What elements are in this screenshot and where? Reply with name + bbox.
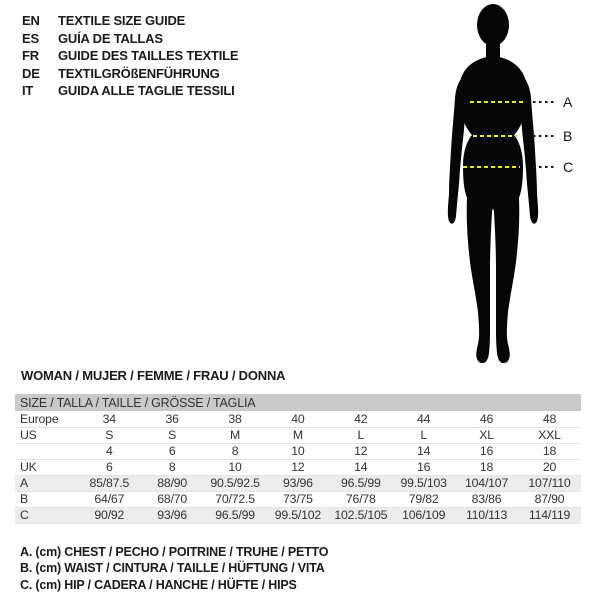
language-code: IT: [22, 83, 34, 98]
size-cell: 4: [78, 443, 141, 459]
size-cell: M: [267, 427, 330, 443]
language-label: GUIDA ALLE TAGLIE TESSILI: [58, 83, 235, 98]
table-row: [15, 459, 581, 475]
language-row: [22, 65, 238, 83]
size-cell: 107/110: [518, 475, 581, 491]
woman-silhouette-icon: [430, 2, 600, 370]
measurement-legend: [20, 544, 328, 593]
size-cell: 110/113: [455, 507, 518, 523]
size-cell: 85/87.5: [78, 475, 141, 491]
size-cell: 16: [392, 459, 455, 475]
row-label: US: [15, 427, 78, 443]
size-cell: M: [204, 427, 267, 443]
size-cell: 93/96: [141, 507, 204, 523]
size-cell: 102.5/105: [329, 507, 392, 523]
size-cell: 8: [141, 459, 204, 475]
legend-line: C. (cm) HIP / CADERA / HANCHE / HÜFTE / HIPS: [20, 577, 297, 592]
table-row: [15, 475, 581, 491]
row-label: C: [15, 507, 78, 523]
size-cell: 90.5/92.5: [204, 475, 267, 491]
size-cell: 34: [78, 411, 141, 427]
size-cell: XL: [455, 427, 518, 443]
size-cell: 46: [455, 411, 518, 427]
section-title: WOMAN / MUJER / FEMME / FRAU / DONNA: [21, 368, 286, 383]
table-row: [15, 507, 581, 523]
size-cell: 96.5/99: [204, 507, 267, 523]
size-cell: 64/67: [78, 491, 141, 507]
table-row: [15, 491, 581, 507]
size-cell: 8: [204, 443, 267, 459]
size-cell: 79/82: [392, 491, 455, 507]
language-row: [22, 30, 238, 48]
size-cell: 40: [267, 411, 330, 427]
row-label: B: [15, 491, 78, 507]
table-row: [15, 411, 581, 427]
language-row: [22, 82, 238, 100]
size-cell: 76/78: [329, 491, 392, 507]
size-table: [15, 394, 581, 524]
language-code: ES: [22, 30, 39, 46]
table-row: [15, 427, 581, 443]
size-cell: 90/92: [78, 507, 141, 523]
size-cell: S: [141, 427, 204, 443]
size-cell: 14: [392, 443, 455, 459]
size-cell: 10: [267, 443, 330, 459]
language-label: TEXTILGRÖßENFÜHRUNG: [58, 65, 220, 81]
row-label: UK: [15, 459, 78, 475]
size-cell: 10: [204, 459, 267, 475]
language-list: [22, 12, 238, 100]
size-cell: 68/70: [141, 491, 204, 507]
size-cell: S: [78, 427, 141, 443]
size-cell: 93/96: [267, 475, 330, 491]
language-row: [22, 12, 238, 30]
size-cell: 96.5/99: [329, 475, 392, 491]
size-cell: 114/119: [518, 507, 581, 523]
language-label: GUÍA DE TALLAS: [58, 30, 163, 46]
size-cell: XXL: [518, 427, 581, 443]
size-cell: 42: [329, 411, 392, 427]
size-cell: L: [329, 427, 392, 443]
size-cell: 99.5/102: [267, 507, 330, 523]
language-row: [22, 47, 238, 65]
size-cell: 48: [518, 411, 581, 427]
row-label: A: [15, 475, 78, 491]
language-label: TEXTILE SIZE GUIDE: [58, 13, 186, 28]
size-cell: 6: [78, 459, 141, 475]
size-cell: 38: [204, 411, 267, 427]
row-label: Europe: [15, 411, 78, 427]
body-silhouette-figure: [430, 2, 600, 370]
size-cell: 106/109: [392, 507, 455, 523]
size-cell: 104/107: [455, 475, 518, 491]
size-cell: 6: [141, 443, 204, 459]
size-cell: L: [392, 427, 455, 443]
legend-line: B. (cm) WAIST / CINTURA / TAILLE / HÜFTUNG / VITA: [20, 561, 325, 576]
table-row: [15, 443, 581, 459]
size-cell: 99.5/103: [392, 475, 455, 491]
legend-line: A. (cm) CHEST / PECHO / POITRINE / TRUHE / PETTO: [20, 545, 329, 559]
size-cell: 12: [329, 443, 392, 459]
marker-label: B: [563, 128, 573, 144]
size-cell: 70/72.5: [204, 491, 267, 507]
size-cell: 20: [518, 459, 581, 475]
language-code: DE: [22, 65, 40, 81]
size-cell: 36: [141, 411, 204, 427]
marker-label: C: [563, 159, 574, 175]
size-cell: 12: [267, 459, 330, 475]
row-label: [15, 443, 78, 459]
language-code: FR: [22, 48, 39, 63]
size-cell: 18: [455, 459, 518, 475]
size-table-header-row: [15, 394, 581, 411]
marker-label: A: [563, 94, 573, 110]
size-cell: 83/86: [455, 491, 518, 507]
size-cell: 87/90: [518, 491, 581, 507]
size-cell: 44: [392, 411, 455, 427]
size-table-header: SIZE / TALLA / TAILLE / GRÖSSE / TAGLIA: [15, 394, 581, 411]
size-cell: 88/90: [141, 475, 204, 491]
size-cell: 14: [329, 459, 392, 475]
size-cell: 73/75: [267, 491, 330, 507]
size-cell: 16: [455, 443, 518, 459]
size-cell: 18: [518, 443, 581, 459]
language-code: EN: [22, 13, 40, 28]
language-label: GUIDE DES TAILLES TEXTILE: [58, 48, 239, 63]
